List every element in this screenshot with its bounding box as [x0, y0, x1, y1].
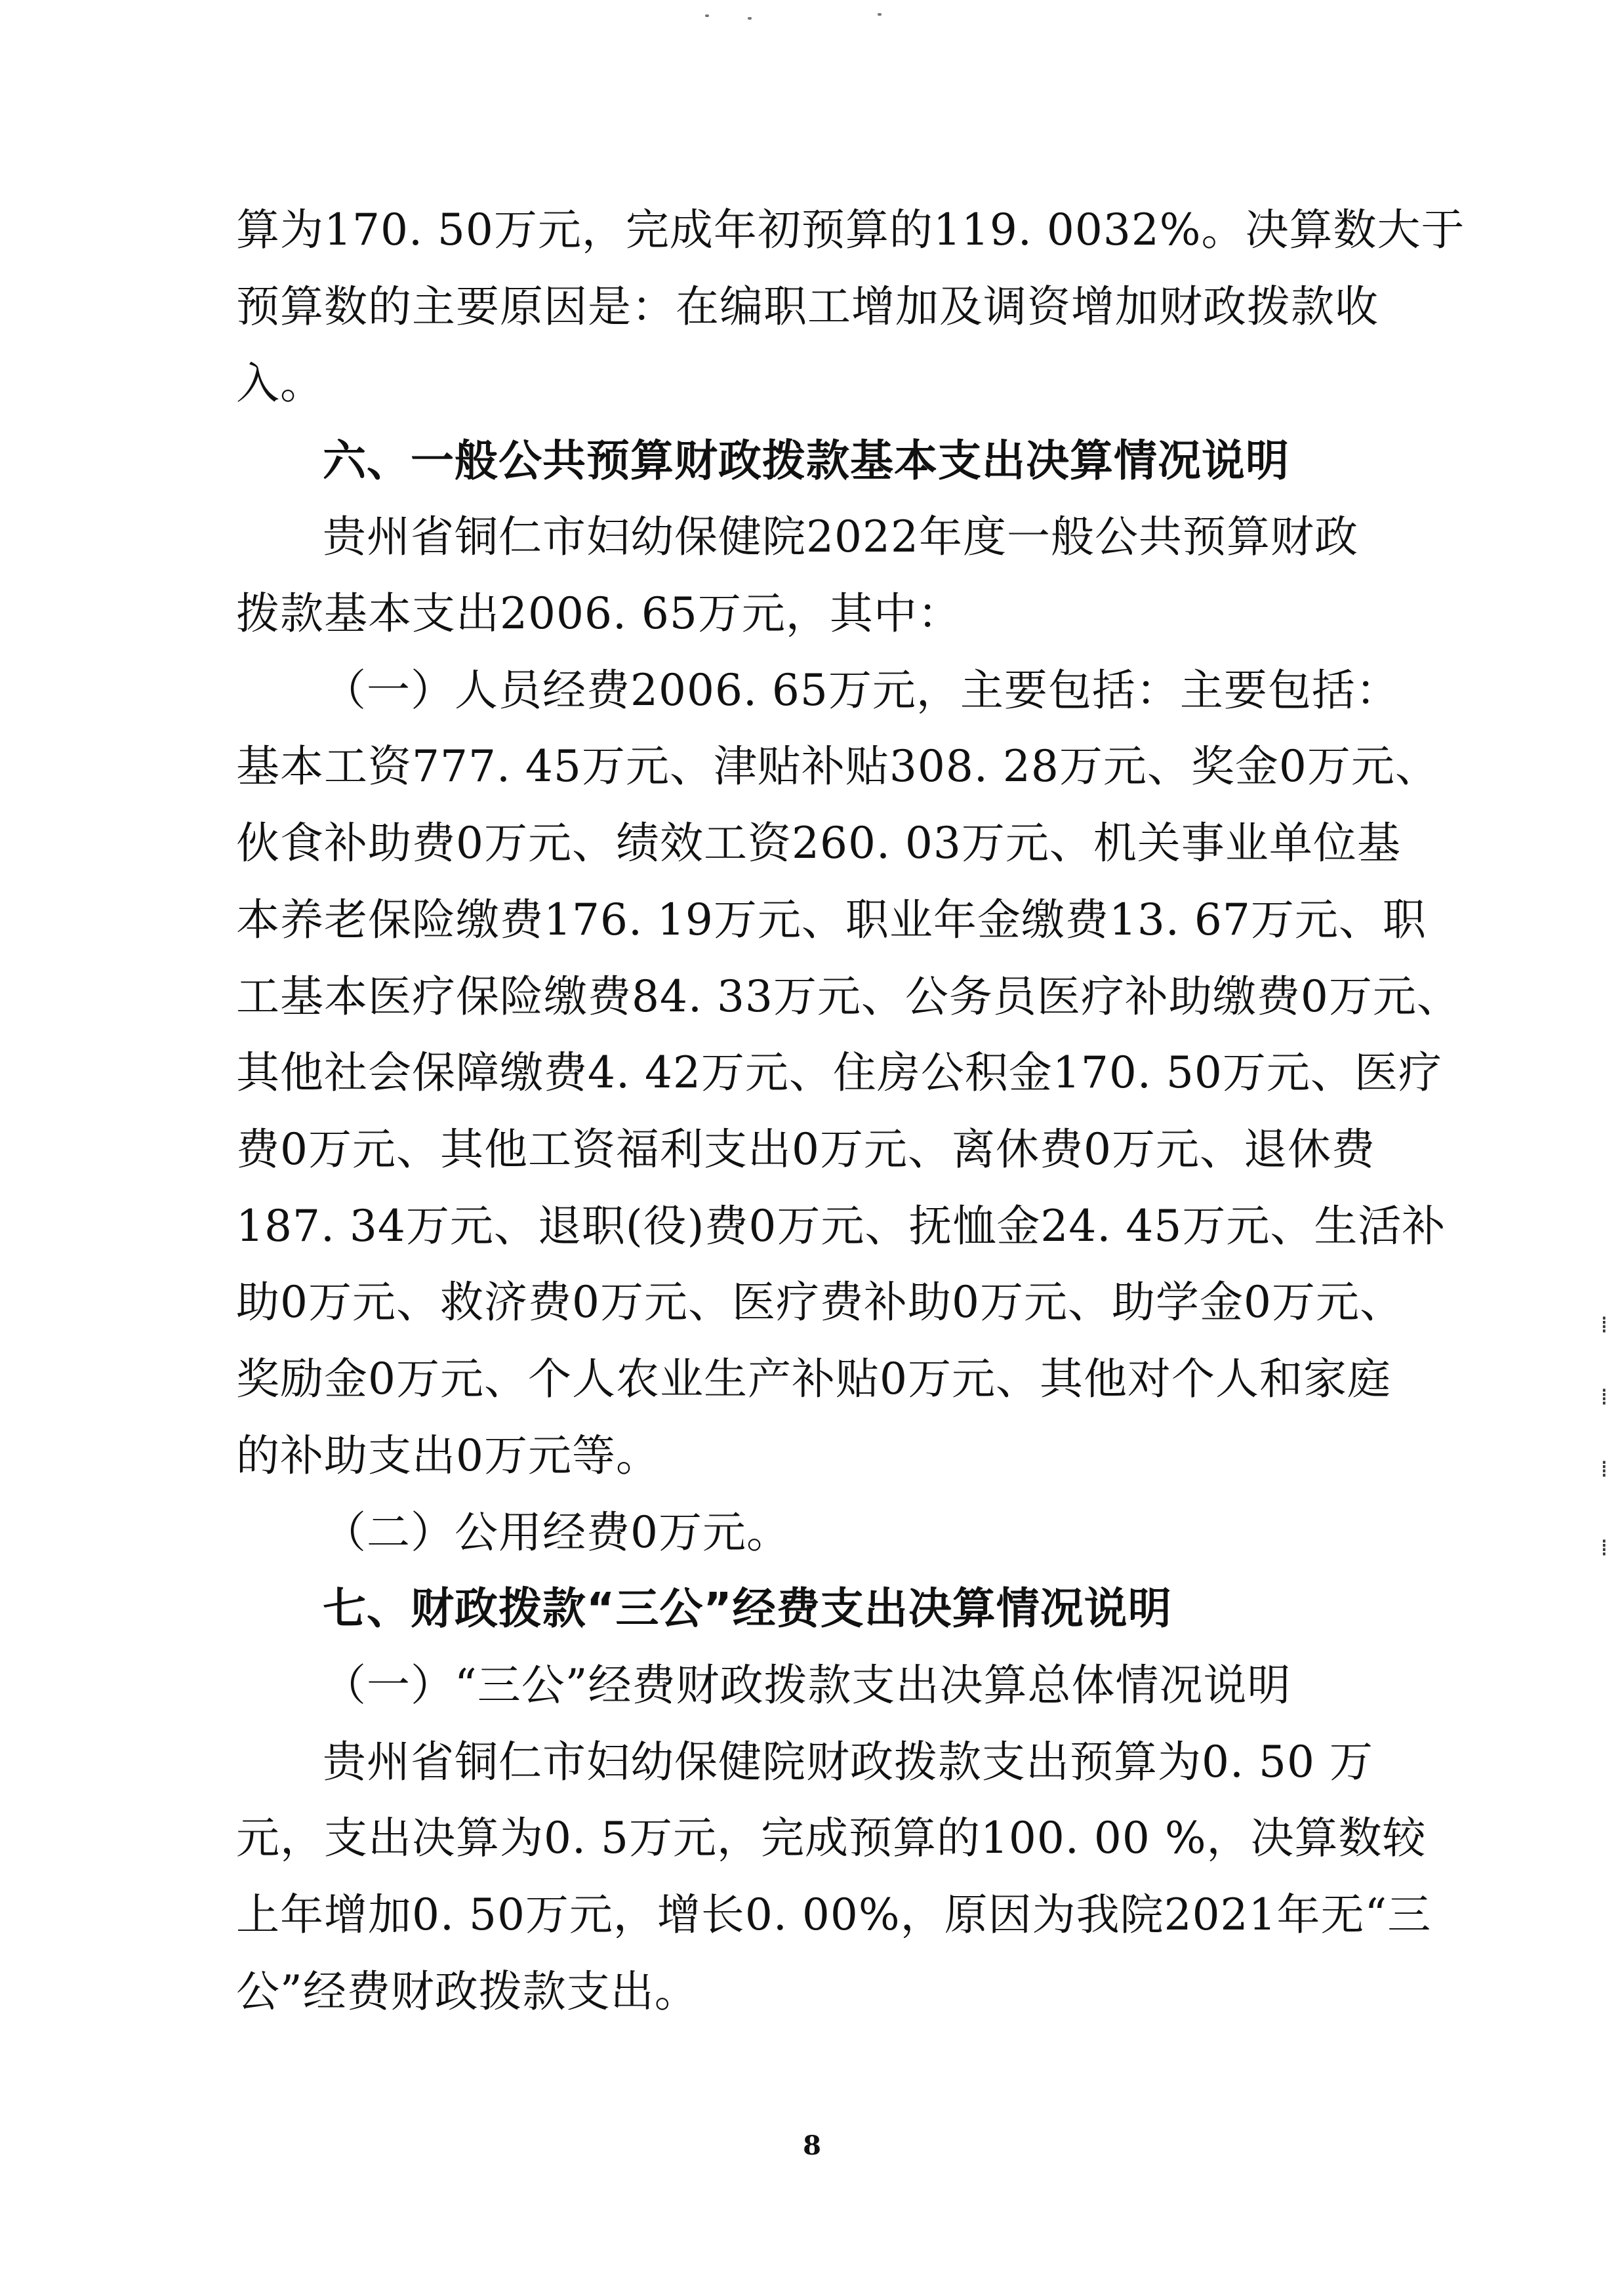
section-heading-7: 七、财政拨款“三公”经费支出决算情况说明: [323, 1583, 1172, 1634]
scan-speck: [748, 17, 752, 20]
paragraph-line: 其他社会保障缴费4. 42万元、住房公积金170. 50万元、医疗: [236, 1047, 1442, 1098]
page-number: 8: [803, 2130, 821, 2161]
paragraph-line: 的补助支出0万元等。: [236, 1430, 660, 1481]
paragraph-line: 助0万元、救济费0万元、医疗费补助0万元、助学金0万元、: [236, 1277, 1404, 1327]
paragraph-line: （二）公用经费0万元。: [323, 1507, 790, 1558]
paragraph-line: 上年增加0. 50万元，增长0. 00%，原因为我院2021年无“三: [236, 1890, 1432, 1940]
paragraph-line: 基本工资777. 45万元、津贴补贴308. 28万元、奖金0万元、: [236, 741, 1439, 792]
binding-mark: ⁞: [1600, 1312, 1608, 1339]
binding-mark: ⁞: [1600, 1535, 1608, 1562]
paragraph-line: 预算数的主要原因是：在编职工增加及调资增加财政拨款收: [236, 281, 1379, 332]
paragraph-line: 入。: [236, 358, 324, 409]
paragraph-line: 本养老保险缴费176. 19万元、职业年金缴费13. 67万元、职: [236, 895, 1427, 945]
paragraph-line: 贵州省铜仁市妇幼保健院2022年度一般公共预算财政: [323, 512, 1358, 562]
paragraph-line: 算为170. 50万元，完成年初预算的119. 0032%。决算数大于: [236, 205, 1465, 255]
binding-mark: ⁞: [1600, 1456, 1608, 1483]
section-heading-6: 六、一般公共预算财政拨款基本支出决算情况说明: [323, 435, 1289, 486]
scan-speck: [705, 14, 709, 17]
paragraph-line: 奖励金0万元、个人农业生产补贴0万元、其他对个人和家庭: [236, 1354, 1391, 1404]
paragraph-line: 拨款基本支出2006. 65万元，其中：: [236, 588, 962, 639]
paragraph-line: 贵州省铜仁市妇幼保健院财政拨款支出预算为0. 50 万: [323, 1737, 1373, 1787]
paragraph-line: 工基本医疗保险缴费84. 33万元、公务员医疗补助缴费0万元、: [236, 971, 1461, 1022]
binding-mark: ⁞: [1600, 1384, 1608, 1411]
paragraph-line: 187. 34万元、退职(役)费0万元、抚恤金24. 45万元、生活补: [236, 1201, 1446, 1251]
paragraph-line: （一）人员经费2006. 65万元，主要包括：主要包括：: [323, 665, 1400, 716]
paragraph-line: 费0万元、其他工资福利支出0万元、离休费0万元、退休费: [236, 1124, 1375, 1175]
paragraph-line: 元，支出决算为0. 5万元，完成预算的100. 00 %，决算数较: [236, 1813, 1427, 1863]
paragraph-line: 伙食补助费0万元、绩效工资260. 03万元、机关事业单位基: [236, 818, 1401, 868]
paragraph-line: 公”经费财政拨款支出。: [236, 1966, 699, 2017]
scan-speck: [878, 13, 882, 16]
subsection-heading: （一）“三公”经费财政拨款支出决算总体情况说明: [323, 1660, 1291, 1710]
